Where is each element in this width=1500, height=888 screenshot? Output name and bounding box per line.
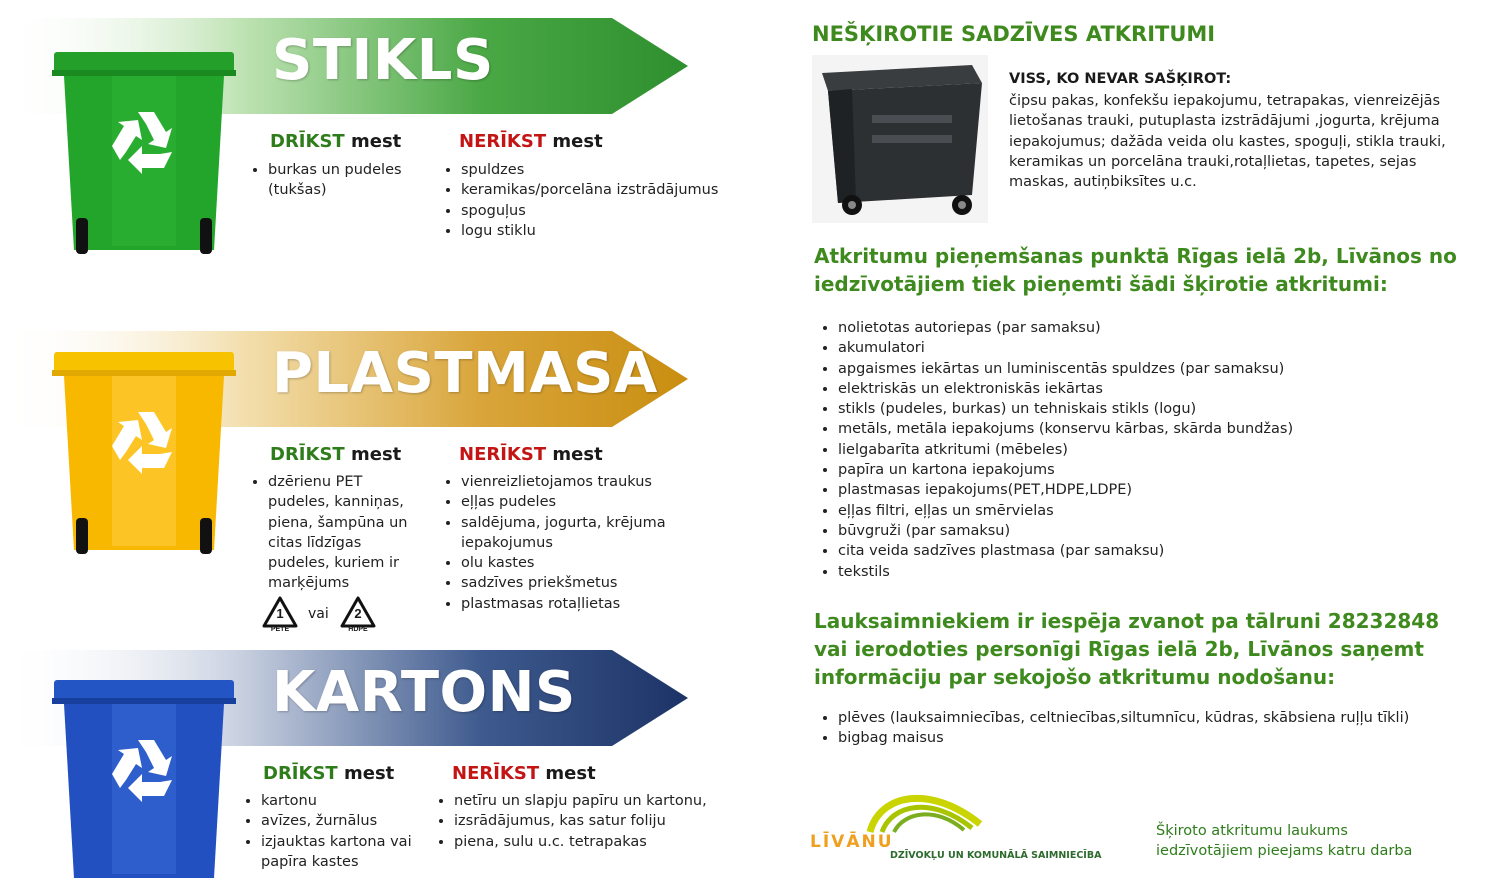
list-item: • elektriskās un elektroniskās iekārtas <box>838 379 1478 399</box>
list-item: • spuldzes <box>461 160 761 180</box>
list-item: • nolietotas autoriepas (par samaksu) <box>838 318 1478 338</box>
forbidden-list <box>434 791 754 852</box>
list-item: • saldējuma, jogurta, krējuma iepakojumus <box>461 513 711 554</box>
list-item: • izsrādājumus, kas satur foliju <box>454 811 754 831</box>
logo-main-text: LĪVĀNU <box>810 832 894 852</box>
waste-bin-icon <box>812 55 988 223</box>
logo-sub-text: DZĪVOKĻU UN KOMUNĀLĀ SAIMNIECĪBA <box>890 850 1102 861</box>
allowed-list <box>241 791 441 872</box>
allowed-heading: DRĪKST mest <box>263 763 395 784</box>
list-item: • olu kastes <box>461 553 711 573</box>
forbidden-heading: NERĪKST mest <box>452 763 596 784</box>
forbidden-list <box>441 472 711 614</box>
section-title: PLASTMASA <box>272 341 658 406</box>
list-item: • avīzes, žurnālus <box>261 811 441 831</box>
list-item: • stikls (pudeles, burkas) un tehniskais stikls (logu) <box>838 399 1478 419</box>
recycle-code-icon: 2 HDPE <box>340 596 376 636</box>
list-item: • eļļas filtri, eļļas un smērvielas <box>838 501 1478 521</box>
farmers-heading: Lauksaimniekiem ir iespēja zvanot pa tālruni 28232848 vai ierodoties personīgi Rīgas ielā 2b, Līvānos saņemt informāciju par sekojošo atkritumu nodošanu: <box>814 609 1440 689</box>
logo <box>810 784 1130 860</box>
unsorted-heading: NEŠĶIROTIE SADZĪVES ATKRITUMI <box>812 22 1216 46</box>
allowed-list <box>248 472 418 594</box>
list-item: • papīra un kartona iepakojums <box>838 460 1478 480</box>
list-item: • dzērienu PET pudeles, kanniņas, piena, šampūna un citas līdzīgas pudeles, kuriem ir marķējums <box>268 472 418 594</box>
list-item: • cita veida sadzīves plastmasa (par samaksu) <box>838 541 1478 561</box>
collection-heading: Atkritumu pieņemšanas punktā Rīgas ielā 2b, Līvānos no iedzīvotājiem tiek pieņemti šādi šķirotie atkritumi: <box>814 244 1457 296</box>
list-item: • spoguļus <box>461 201 761 221</box>
recycle-code-icon: 1 PETE <box>262 596 298 636</box>
list-item: • izjauktas kartona vai papīra kastes <box>261 832 441 873</box>
waste-bin-icon <box>52 678 237 883</box>
logo-icon <box>860 784 990 836</box>
waste-bin-icon <box>52 350 237 555</box>
unsorted-subheading: VISS, KO NEVAR SAŠĶIROT: <box>1009 71 1232 87</box>
list-item: • kartonu <box>261 791 441 811</box>
forbidden-heading: NERĪKST mest <box>459 444 603 465</box>
list-item: • tekstils <box>838 562 1478 582</box>
section-title: STIKLS <box>272 28 494 93</box>
list-item: • metāls, metāla iepakojums (konservu kārbas, skārda bundžas) <box>838 419 1478 439</box>
list-item: • bigbag maisus <box>838 728 1478 748</box>
list-item: • vienreizlietojamos traukus <box>461 472 711 492</box>
list-item: • plastmasas rotaļlietas <box>461 594 711 614</box>
farmers-list <box>818 708 1478 749</box>
list-item: • piena, sulu u.c. tetrapakas <box>454 832 754 852</box>
allowed-heading: DRĪKST mest <box>270 444 402 465</box>
allowed-heading: DRĪKST mest <box>270 131 402 152</box>
forbidden-heading: NERĪKST mest <box>459 131 603 152</box>
list-item: • keramikas/porcelāna izstrādājumus <box>461 180 761 200</box>
list-item: • netīru un slapju papīru un kartonu, <box>454 791 754 811</box>
allowed-list <box>248 160 438 201</box>
list-item: • plēves (lauksaimniecības, celtniecības,siltumnīcu, kūdras, skābsiena ruļļu tīkli) <box>838 708 1478 728</box>
list-item: • sadzīves priekšmetus <box>461 573 711 593</box>
list-item: • plastmasas iepakojums(PET,HDPE,LDPE) <box>838 480 1478 500</box>
collection-list <box>818 318 1478 582</box>
list-item: • lielgabarīta atkritumi (mēbeles) <box>838 440 1478 460</box>
or-label: vai <box>308 606 329 622</box>
list-item: • apgaismes iekārtas un luminiscentās spuldzes (par samaksu) <box>838 359 1478 379</box>
list-item: • burkas un pudeles (tukšas) <box>268 160 438 201</box>
unsorted-description: čipsu pakas, konfekšu iepakojumu, tetrapakas, vienreizējās lietošanas trauki, putuplasta izstrādājumi ,jogurta, krējuma iepakojumus; dažāda veida olu kastes, spoguļi, stikla trauki, keramikas un porcelāna trauki,rotaļlietas, tapetes, sejas maskas, autiņbiksītes u.c. <box>1009 93 1446 191</box>
list-item: • būvgruži (par samaksu) <box>838 521 1478 541</box>
list-item: • eļļas pudeles <box>461 492 711 512</box>
forbidden-list <box>441 160 761 241</box>
footer-note: Šķiroto atkritumu laukums iedzīvotājiem pieejams katru darba <box>1156 823 1413 859</box>
list-item: • akumulatori <box>838 338 1478 358</box>
waste-bin-icon <box>52 50 237 255</box>
section-title: KARTONS <box>272 660 576 725</box>
list-item: • logu stiklu <box>461 221 761 241</box>
